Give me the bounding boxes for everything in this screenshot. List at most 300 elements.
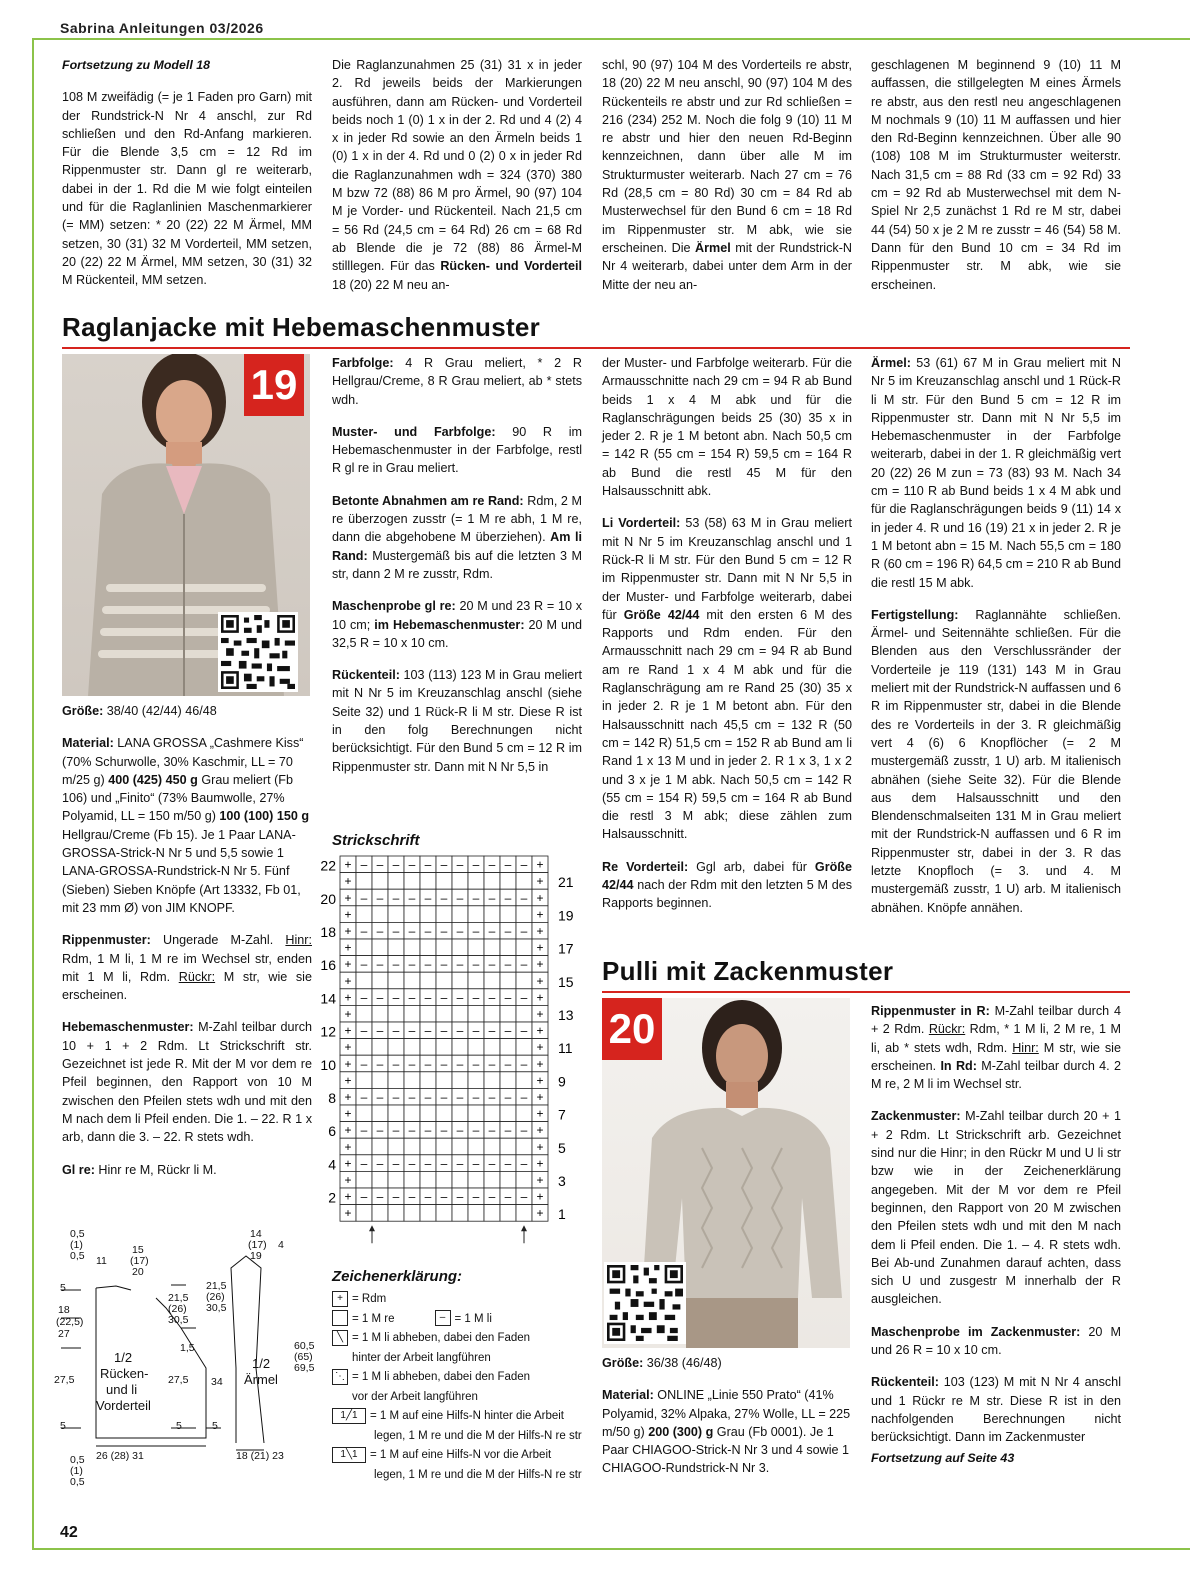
chart-cell [468, 1171, 484, 1188]
chart-cell [356, 906, 372, 923]
top-col-2-text-c: 18 (20) 22 M neu an- [332, 277, 450, 292]
top-col-2-bold: Rücken- und Vorderteil [440, 259, 582, 274]
chart-cell [436, 939, 452, 956]
chart-symbol: – [504, 1189, 512, 1204]
magazine-header: Sabrina Anleitungen 03/2026 [60, 20, 264, 36]
chart-symbol: – [504, 957, 512, 972]
chart-cell [516, 972, 532, 989]
schematic-label: (65) [294, 1351, 313, 1363]
chart-row-number: 9 [558, 1073, 566, 1090]
chart-row-number: 13 [558, 1007, 574, 1023]
right-front-text-a: Ggl arb, dabei für [688, 859, 815, 874]
size-label: Größe: [62, 704, 104, 718]
chart-symbol: – [472, 957, 480, 972]
chart-symbol: – [440, 924, 448, 938]
chart-symbol: + [344, 1139, 352, 1154]
top-col-4-text: geschlagenen M beginnend 9 (10) 11 M auffassen, die stillgelegten M eines Ärmels re abstr, aus den restl neu angeschlagenen M nochmals 9 (10) 11 M auffassen und hier den Rd-Beginn kennzeichnen. Über alle 90 (108) 108 M im Strukturmuster weiterstr. Nach 31,5 cm = 88 Rd (33 cm = 92 Rd) 33 cm = 92 Rd ab Musterwechsel mit dem N-Spiel Nr 2,5 zunächst 1 Rd re M str, dabei 44 (54) 50 x je 2 M re zusstr = 46 (54) 58 M. Dann für den Bund 10 cm = 34 Rd im Rippenmuster str. M abk, wie sie erscheinen. [871, 58, 1121, 292]
size-label: Größe: [602, 1356, 644, 1370]
chart-cell [516, 1138, 532, 1155]
chart-symbol: – [472, 990, 480, 1005]
back-text: 103 (113) 123 M in Grau meliert mit N Nr 5 im Kreuzanschlag anschl (siehe Seite 32) und 1 Rück-R li M str. Diese R ist in den folg Berechnungen nicht berücksichtigt. Für den Bund 5 cm = 12 R im Rippenmuster str. Dann mit N Nr 5,5 in [332, 668, 582, 774]
rib-rueckr: Rückr: [928, 1022, 966, 1037]
schematic-label: 0,5 [70, 1454, 85, 1466]
chart-cell [500, 972, 516, 989]
chart-symbol: + [536, 1173, 544, 1187]
page-frame-bottom [32, 1548, 1190, 1550]
chart-symbol: – [504, 924, 512, 938]
chart-cell [436, 1105, 452, 1122]
chart-cell [484, 873, 500, 890]
material-amount: 200 (300) g [648, 1424, 714, 1439]
chart-symbol: – [488, 1023, 496, 1038]
chart-symbol: – [504, 1056, 512, 1071]
material-text-c: Grau meliert (Fb 106) und „Finito“ (73% Baumwolle, 27% Polyamid, LL = 150 m/50 g) [62, 772, 294, 824]
schematic-label: 18 [58, 1304, 70, 1316]
chart-symbol: + [536, 1156, 544, 1171]
chart-cell [372, 972, 388, 989]
chart-symbol: – [424, 1023, 432, 1038]
chart-cell [516, 906, 532, 923]
legend-title: Zeichenerklärung: [332, 1268, 463, 1285]
gauge-text: 20 M und 26 R = 10 x 10 cm. [871, 1324, 1121, 1358]
chart-symbol: – [520, 1023, 528, 1038]
chart-symbol: – [456, 1123, 464, 1138]
chart-symbol: + [536, 1206, 544, 1221]
left-front-size: Größe 42/44 [623, 607, 700, 622]
chart-cell [372, 1171, 388, 1188]
chart-symbol: + [536, 1090, 544, 1104]
sleeve-label: Ärmel: [871, 356, 911, 370]
chart-cell [500, 1171, 516, 1188]
left-front-text-a: 53 (58) 63 M in Grau meliert mit N Nr 5 im Kreuzanschlag anschl und 1 Rück-R li M str. Für den Bund 5 cm = 12 R im Rippenmuster str. Dann mit N Nr 5,5 in der Muster- und Farbfolge weiterarb, dabei für [602, 516, 852, 622]
chart-symbol: – [360, 1156, 368, 1171]
legend-slip-front-b: vor der Arbeit langführen [352, 1390, 478, 1403]
chart-cell [420, 972, 436, 989]
chart-symbol: + [344, 890, 352, 905]
chart-symbol: + [536, 1040, 544, 1055]
chart-cell [420, 1039, 436, 1056]
top-col-3-bold: Ärmel [695, 240, 731, 255]
chart-cell [468, 1205, 484, 1222]
chart-cell [356, 972, 372, 989]
chart-cell [388, 939, 404, 956]
continuation-note: Fortsetzung auf Seite 43 [871, 1450, 1015, 1465]
decrease-left-label: Am li Rand: [332, 530, 583, 563]
chart-row-number: 10 [320, 1056, 336, 1073]
chart-symbol: – [360, 924, 368, 938]
chart-cell [516, 873, 532, 890]
schematic-label: 21,5 [168, 1292, 189, 1304]
schematic-label: 30,5 [168, 1314, 189, 1326]
chart-row-number: 19 [558, 907, 574, 924]
chart-symbol: + [344, 907, 352, 922]
stockinette-text: Hinr re M, Rückr li M. [94, 1162, 217, 1177]
chart-symbol: + [344, 1056, 352, 1071]
gauge-text-a: 20 M und 23 R = 10 x 10 cm; [332, 599, 583, 632]
chart-symbol: – [488, 1056, 496, 1071]
chart-symbol: – [424, 1123, 432, 1138]
chart-cell [500, 1105, 516, 1122]
chart-cell [420, 1005, 436, 1022]
chart-cell [468, 1005, 484, 1022]
cable-back-symbol: 1╱1 [332, 1408, 366, 1424]
chart-symbol: + [344, 1173, 352, 1187]
chart-cell [404, 1171, 420, 1188]
chart-symbol: + [344, 1040, 352, 1055]
arrow-up-icon [521, 1225, 527, 1231]
chart-cell [404, 1105, 420, 1122]
model-19-col-2 [332, 354, 582, 790]
rib-text-a: Ungerade M-Zahl. [150, 933, 286, 948]
qr-code-icon[interactable] [218, 612, 298, 692]
chart-symbol: – [360, 957, 368, 972]
chart-symbol: – [392, 990, 400, 1005]
schematic-diagram [56, 1228, 326, 1498]
chart-cell [372, 1105, 388, 1122]
chart-row-number: 14 [320, 990, 336, 1007]
rib-hinr: Hinr: [285, 933, 312, 948]
chart-symbol: – [520, 1189, 528, 1204]
chart-row-number: 4 [328, 1156, 336, 1173]
chart-symbol: – [360, 1056, 368, 1071]
chart-symbol: – [424, 1090, 432, 1104]
chart-row-number: 12 [320, 1023, 336, 1040]
page-number: 42 [60, 1524, 78, 1541]
back-label: Rückenteil: [332, 668, 400, 683]
chart-symbol: + [344, 1106, 352, 1121]
zigzag-text: M-Zahl teilbar durch 20 + 1 + 2 Rdm. Lt Strickschrift arb. Gezeichnet sind nur die Hinr; in den Rückr M und U li str bzw wie in der Zeichenerklärung angegeben. Mit der M vor dem re Pfeil beginnen, den Rapport von 20 M zwischen den Pfeilen stets wdh und mit den M nach dem li Pfeil enden. Die 1. – 4. R stets wdh. Bei Ab-und Zunahmen darauf achten, dass sich U und zusgestr M innerhalb der R ausgleichen. [871, 1109, 1121, 1307]
schematic-label: 30,5 [206, 1302, 227, 1314]
chart-cell [388, 1138, 404, 1155]
chart-symbol: – [376, 957, 384, 972]
chart-cell [452, 1105, 468, 1122]
schematic-label: 27,5 [168, 1374, 189, 1386]
chart-cell [484, 1138, 500, 1155]
slip-stitch-label: Hebemaschenmuster: [62, 1020, 194, 1035]
chart-cell [388, 873, 404, 890]
chart-row-number: 8 [328, 1090, 336, 1106]
schematic-label: 5 [212, 1420, 218, 1432]
chart-symbol: + [344, 1206, 352, 1221]
chart-symbol: + [536, 1023, 544, 1038]
chart-cell [372, 1205, 388, 1222]
chart-symbol: – [376, 1023, 384, 1038]
chart-symbol: – [456, 1023, 464, 1038]
continuation-note: Fortsetzung zu Modell 18 [62, 58, 211, 72]
chart-cell [436, 873, 452, 890]
model-19-title: Raglanjacke mit Hebemaschenmuster [62, 312, 541, 342]
material-amount: 400 (425) 450 g [108, 772, 198, 787]
chart-symbol: – [472, 890, 480, 905]
schematic-label: 5 [60, 1282, 66, 1294]
chart-cell [516, 1171, 532, 1188]
chart-symbol: – [424, 957, 432, 972]
chart-symbol: – [472, 924, 480, 938]
chart-symbol: – [520, 1090, 528, 1104]
chart-symbol: – [408, 857, 416, 872]
chart-cell [484, 1039, 500, 1056]
decrease-left-text: Mustergemäß bis auf die letzten 3 M str, dann 2 M re zusstr, Rdm. [332, 548, 582, 581]
chart-cell [452, 906, 468, 923]
chart-cell [372, 873, 388, 890]
chart-symbol: + [344, 1090, 352, 1104]
qr-code-pattern [607, 1265, 683, 1341]
chart-symbol: – [360, 857, 368, 872]
chart-cell [420, 1171, 436, 1188]
decrease-right-label: Betonte Abnahmen am re Rand: [332, 493, 524, 508]
chart-symbol: – [520, 990, 528, 1005]
schematic-label: 0,5 [70, 1476, 85, 1488]
chart-symbol: + [344, 924, 352, 938]
chart-cell [500, 939, 516, 956]
cable-front-symbol: 1╲1 [332, 1447, 366, 1463]
chart-symbol: + [536, 1123, 544, 1138]
schematic-label: 27 [58, 1328, 70, 1340]
chart-symbol: – [472, 1189, 480, 1204]
slip-front-symbol: ⋱ [332, 1369, 348, 1385]
chart-cell [388, 1005, 404, 1022]
chart-cell [468, 972, 484, 989]
slip-stitch-text: M-Zahl teilbar durch 10 + 1 + 2 Rdm. Lt Strickschrift str. Gezeichnet ist jede R. Mit der M vor dem re Pfeil beginnen, den Rapport von 10 M zwischen den Pfeilen stets wdh und mit den M nach dem li Pfeil enden. Die 1. – 22. R 1 x arb, dann die 3. – 22. R stets wdh. [62, 1020, 312, 1145]
chart-symbol: – [456, 1056, 464, 1071]
schematic-label: (22,5) [56, 1316, 84, 1328]
top-col-1 [62, 56, 312, 304]
chart-symbol: – [472, 1123, 480, 1138]
chart-symbol: – [440, 1090, 448, 1104]
top-col-1-text: 108 M zweifädig (= je 1 Faden pro Garn) mit der Rundstrick-N Nr 4 anschl, zur Rd schließen und den Rd-Anfang markieren. Für die Blende 3,5 cm = 12 Rd im Rippenmuster str. Dann gl re weiterarb, dabei in der 1. Rd die M wie folgt einteilen und für die Raglanlinien Maschenmarkierer (= MM) setzen: * 20 (22) 22 M Ärmel, MM setzen, 30 (31) 32 M Vorderteil, MM setzen, 20 (22) 22 M Ärmel, MM setzen, 30 (31) 32 M Rückenteil, MM setzen. [62, 90, 312, 288]
material-label: Material: [602, 1388, 654, 1403]
schematic-label: (26) [206, 1291, 225, 1303]
chart-cell [468, 939, 484, 956]
chart-symbol: – [488, 1090, 496, 1104]
chart-symbol: – [376, 890, 384, 905]
chart-row-number: 5 [558, 1139, 566, 1156]
chart-symbol: – [440, 1156, 448, 1171]
chart-symbol: – [504, 1123, 512, 1138]
chart-symbol: – [408, 1023, 416, 1038]
chart-symbol: – [440, 990, 448, 1005]
chart-cell [420, 873, 436, 890]
chart-cell [420, 939, 436, 956]
legend-cable-back: = 1 M auf eine Hilfs-N hinter die Arbeit [370, 1410, 564, 1422]
top-col-3-text-c: mit der Rundstrick-N Nr 4 weiterarb, dabei unter dem Arm in der Mitte der neu an- [602, 240, 852, 292]
chart-symbol: + [536, 1139, 544, 1154]
chart-symbol: – [376, 1156, 384, 1171]
rib-round-label: In Rd: [940, 1058, 977, 1073]
chart-cell [388, 1105, 404, 1122]
chart-symbol: – [472, 857, 480, 872]
chart-symbol: – [392, 1056, 400, 1071]
chart-cell [356, 1039, 372, 1056]
chart-cell [356, 939, 372, 956]
gauge-text-c: 20 M und 32,5 R = 10 x 10 cm. [332, 617, 582, 650]
chart-cell [436, 1205, 452, 1222]
chart-cell [388, 906, 404, 923]
chart-symbol: – [440, 957, 448, 972]
rib-text-d: M-Zahl teilbar durch 4. 2 M re, 2 M li im Wechsel str. [871, 1058, 1121, 1092]
chart-cell [484, 1072, 500, 1089]
chart-symbol: – [488, 1189, 496, 1204]
chart-symbol: – [424, 890, 432, 905]
chart-cell [484, 906, 500, 923]
pattern-color-text: 90 R im Hebemaschenmuster in der Farbfolge, restl R gl re in Grau meliert. [332, 424, 583, 476]
chart-symbol: – [392, 890, 400, 905]
chart-cell [500, 1205, 516, 1222]
legend-mre: = 1 M re [352, 1312, 395, 1325]
knit-symbol [332, 1310, 348, 1326]
legend [332, 1290, 592, 1485]
chart-cell [452, 972, 468, 989]
chart-cell [500, 1005, 516, 1022]
top-col-2 [332, 56, 582, 308]
chart-symbol: – [408, 1090, 416, 1104]
rib-text-b: Rdm, * 1 M li, 2 M re, 1 M li, ab * stets wdh, Rdm. [871, 1022, 1121, 1055]
chart-symbol: – [376, 990, 384, 1005]
chart-row-number: 21 [558, 874, 574, 891]
chart-cell [436, 1072, 452, 1089]
chart-cell [372, 1039, 388, 1056]
chart-row-number: 18 [320, 924, 336, 940]
chart-symbol: – [440, 857, 448, 872]
chart-cell [516, 1039, 532, 1056]
chart-cell [484, 1205, 500, 1222]
chart-cell [356, 1205, 372, 1222]
material-label: Material: [62, 736, 114, 751]
model-19-title-rule [62, 347, 1130, 349]
chart-cell [468, 1105, 484, 1122]
edge-stitch-symbol: + [332, 1291, 348, 1307]
chart-symbol: – [440, 890, 448, 905]
back-text: 103 (123) M mit N Nr 4 anschl und 1 Rückr re M str. Diese R ist in den nachfolgenden Berechnungen nicht berücksichtigt. Dann im Zackenmuster [871, 1375, 1121, 1445]
chart-cell [404, 1205, 420, 1222]
chart-symbol: – [472, 1156, 480, 1171]
chart-symbol: + [536, 1106, 544, 1121]
material-text-e: Hellgrau/Creme (Fb 15). Je 1 Paar LANA-GROSSA-Strick-N Nr 5 und 5,5 sowie 1 LANA-GROSSA-Rundstrick-N Nr 5. Fünf (Sieben) Sieben Knöpfe (Art 13332, Fb 01, mit 23 mm Ø) von JIM KNOPF. [62, 827, 301, 915]
top-col-3 [602, 56, 852, 308]
material-amount-2: 100 (100) 150 g [219, 809, 310, 824]
schematic-label: 0,5 [70, 1250, 85, 1262]
chart-symbol: – [472, 1023, 480, 1038]
chart-symbol: + [536, 973, 544, 988]
chart-symbol: – [504, 1090, 512, 1104]
chart-symbol: – [456, 857, 464, 872]
chart-cell [420, 1138, 436, 1155]
chart-symbol: – [488, 990, 496, 1005]
chart-cell [500, 1039, 516, 1056]
chart-symbol: – [504, 890, 512, 905]
schematic-label: 1,5 [180, 1342, 195, 1354]
chart-cell [356, 1171, 372, 1188]
zigzag-label: Zackenmuster: [871, 1109, 961, 1124]
chart-symbol: – [440, 1189, 448, 1204]
chart-cell [468, 1072, 484, 1089]
chart-symbol: – [504, 1023, 512, 1038]
rib-text-a: M-Zahl teilbar durch 4 + 2 Rdm. [871, 1004, 1121, 1037]
chart-symbol: – [408, 890, 416, 905]
decrease-right-text: Rdm, 2 M re überzogen zusstr (= 1 M re abh, 1 M re, dann die abgehobene M überziehen). [332, 493, 582, 545]
material-text-a: LANA GROSSA „Cashmere Kiss“ (70% Schurwolle, 30% Kaschmir, LL = 70 m/25 g) [62, 736, 304, 787]
chart-symbol: – [408, 957, 416, 972]
color-seq-text: 4 R Grau meliert, * 2 R Hellgrau/Creme, 8 R Grau meliert, ab * stets wdh. [332, 356, 582, 407]
rib-label: Rippenmuster: [62, 933, 151, 948]
pattern-color-label: Muster- und Farbfolge: [332, 424, 496, 439]
chart-symbol: – [424, 990, 432, 1005]
chart-symbol: + [536, 924, 544, 938]
top-col-2-text-a: Die Raglanzunahmen 25 (31) 31 x in jeder 2. Rd jeweils beids der Markierungen ausführen, dann am Rücken- und Vorderteil beids noch 1 (0) 1 x in der 2. Rd und 4 (2) 4 x in jeder Rd sowie an den Ärmeln beids 1 (0) 1 x in der 4. Rd und 0 (2) 0 x in jeder Rd die Raglanzunahmen wdh = 324 (370) 380 M bzw 72 (88) 86 M pro Ärmel, 90 (97) 104 M je Vorder- und Rückenteil. Nach 21,5 cm = 56 Rd (24,5 cm = 64 Rd) 26 cm = 68 Rd ab Blende die je 72 (88) 86 Ärmel-M stilllegen. Für das [332, 58, 582, 274]
chart-cell [388, 1072, 404, 1089]
chart-symbol: – [440, 1123, 448, 1138]
chart-cell [452, 1171, 468, 1188]
chart-symbol: – [488, 1123, 496, 1138]
schematic-label: 5 [176, 1420, 182, 1432]
schematic-label: 34 [211, 1376, 223, 1388]
chart-row-number: 15 [558, 973, 574, 990]
chart-cell [452, 873, 468, 890]
schematic-label: 4 [278, 1239, 284, 1251]
chart-cell [500, 873, 516, 890]
chart-cell [452, 1072, 468, 1089]
finishing-label: Fertigstellung: [871, 607, 959, 622]
left-front-text-c: mit den ersten 6 M des Rapports und Rdm enden. Für den Armausschnitt nach 29 cm = 94 R ab Bund am re Rand 1 x 4 M abk und für die Raglanschrägung am re Rand 25 (30) 35 x in jeder 2. R je 1 M betont abn. Für den Halsausschnitt nach 45,5 cm = 132 R (50 cm = 142 R) 51,5 cm = 152 R ab Bund am li Rand 1 x 13 M und in jeder 2. R 1 x 3, 1 x 2 und 3 x je 1 M abk. Nach 50,5 cm = 142 R (55 cm = 154 R) 59,5 cm = 164 R ab Bund die restl 3 M abk; diese zählen zum Halsausschnitt. [602, 607, 852, 842]
chart-symbol: + [536, 1007, 544, 1021]
chart-row-number: 20 [320, 890, 336, 907]
chart-cell [404, 873, 420, 890]
model-20-badge: 20 [602, 998, 662, 1060]
chart-row-number: 7 [558, 1106, 566, 1123]
left-front-label: Li Vorderteil: [602, 516, 681, 531]
chart-cell [436, 1138, 452, 1155]
sleeve-text: 53 (61) 67 M in Grau meliert mit N Nr 5 im Kreuzanschlag anschl und 1 Rück-R li M str. Für den Bund 5 cm = 12 R im Rippenmuster str. Dann mit N Nr 5,5 im Hebemaschenmuster in der Farbfolge weiterarb, dabei in der 1. R gleichmäßig vert 20 (22) 26 M zun = 73 (83) 93 M. Nach 34 cm = 110 R ab Bund beids 1 x 4 M abk und für die Raglanschrägungen beids 9 (11) 14 x in jeder 4. R und 16 (19) 21 x in jeder 2. R je 1 M betont abn = 15 M. Nach 55,5 cm = 180 R (60 cm = 196 R) 64,5 cm = 210 R ab Bund die restl 15 M abk. [871, 356, 1121, 590]
chart-symbol: + [344, 1007, 352, 1021]
chart-symbol: – [376, 1123, 384, 1138]
chart-cell [388, 972, 404, 989]
model-20-title: Pulli mit Zackenmuster [602, 956, 894, 986]
chart-cell [436, 972, 452, 989]
chart-symbol: – [424, 1189, 432, 1204]
chart-symbol: – [376, 924, 384, 938]
chart-symbol: + [344, 973, 352, 988]
chart-symbol: – [456, 957, 464, 972]
schematic-label: 60,5 [294, 1340, 315, 1352]
chart-symbol: + [344, 957, 352, 972]
chart-symbol: – [376, 1189, 384, 1204]
chart-row-number: 17 [558, 940, 574, 957]
color-seq-label: Farbfolge: [332, 356, 394, 370]
chart-symbol: + [344, 940, 352, 955]
chart-symbol: – [440, 1056, 448, 1071]
chart-cell [452, 1138, 468, 1155]
rib-hinr: Hinr: [1012, 1040, 1039, 1055]
chart-cell [468, 873, 484, 890]
right-front-label: Re Vorderteil: [602, 859, 689, 874]
chart-cell [500, 1138, 516, 1155]
chart-symbol: + [536, 890, 544, 905]
chart-title: Strickschrift [332, 832, 420, 849]
model-19-col-4 [871, 354, 1121, 931]
chart-symbol: – [376, 857, 384, 872]
chart-cell [436, 1171, 452, 1188]
schematic-label: 5 [60, 1420, 66, 1432]
chart-symbol: + [536, 1056, 544, 1071]
chart-cell [420, 906, 436, 923]
top-col-4 [871, 56, 1121, 308]
qr-code-icon[interactable] [604, 1262, 686, 1344]
chart-row-number: 6 [328, 1123, 336, 1140]
chart-cell [372, 906, 388, 923]
chart-symbol: – [408, 990, 416, 1005]
chart-cell [356, 1005, 372, 1022]
chart-symbol: – [376, 1090, 384, 1104]
